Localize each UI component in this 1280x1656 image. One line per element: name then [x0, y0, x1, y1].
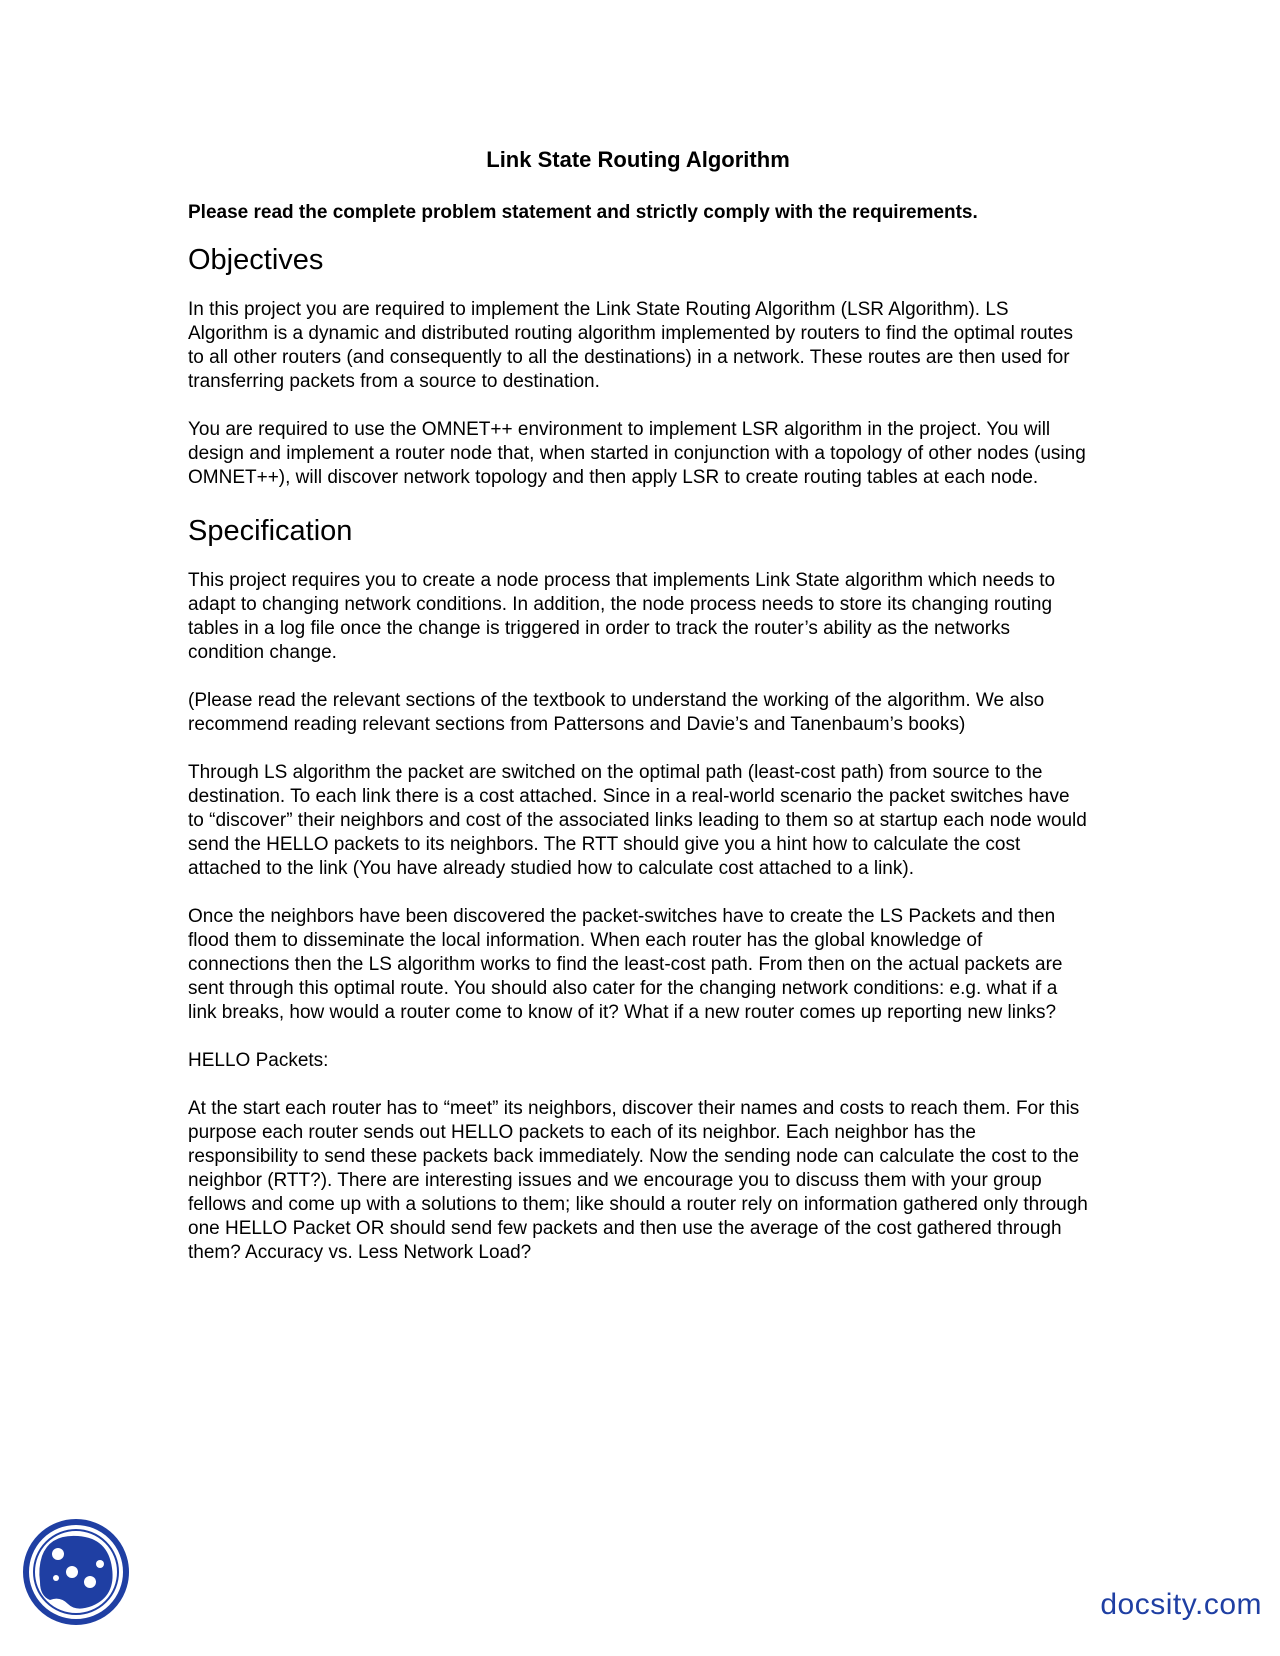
specification-heading: Specification	[188, 515, 353, 548]
objectives-paragraph-1: In this project you are required to implement the Link State Routing Algorithm (LSR Algorithm). LS Algorithm is a dynamic and distributed routing algorithm implemented by routers to find the optimal routes to all other routers (and consequently to all the destinations) in a network. These routes are then used for transferring packets from a source to destination.	[188, 299, 1073, 393]
objectives-heading: Objectives	[188, 244, 324, 277]
document-instruction: Please read the complete problem statement and strictly comply with the requirements.	[188, 201, 978, 223]
specification-paragraph-4: Once the neighbors have been discovered the packet-switches have to create the LS Packets and then flood them to disseminate the local information. When each router has the global knowledge of connections then the LS algorithm works to find the least-cost path. From then on the actual packets are sent through this optimal route. You should also cater for the changing network conditions: e.g. what if a link breaks, how would a router come to know of it? What if a new router comes up reporting new links?	[188, 905, 1063, 1023]
objectives-paragraph-2: You are required to use the OMNET++ environment to implement LSR algorithm in the project. You will design and implement a router node that, when started in conjunction with a topology of other nodes (using OMNET++), will discover network topology and then apply LSR to create routing tables at each node.	[188, 419, 1086, 489]
specification-paragraph-3: Through LS algorithm the packet are switched on the optimal path (least-cost path) from source to the destination. To each link there is a cost attached. Since in a real-world scenario the packet switches have to “discover” their neighbors and cost of the associated links leading to them so at startup each node would send the HELLO packets to its neighbors. The RTT should give you a hint how to calculate the cost attached to the link (You have already studied how to calculate cost attached to a link).	[188, 761, 1087, 879]
docsity-brand-text[interactable]: docsity.com	[1100, 1588, 1262, 1621]
specification-paragraph-5: At the start each router has to “meet” its neighbors, discover their names and costs to reach them. For this purpose each router sends out HELLO packets to each of its neighbor. Each neighbor has the responsibility to send these packets back immediately. Now the sending node can calculate the cost to the neighbor (RTT?). There are interesting issues and we encourage you to discuss them with your group fellows and come up with a solutions to them; like should a router rely on information gathered only through one HELLO Packet OR should send few packets and then use the average of the cost gathered through them? Accuracy vs. Less Network Load?	[188, 1097, 1088, 1263]
document-title: Link State Routing Algorithm	[486, 147, 790, 172]
specification-paragraph-2: (Please read the relevant sections of the textbook to understand the working of the algorithm. We also recommend reading relevant sections from Pattersons and Davie’s and Tanenbaum’s books)	[188, 689, 1045, 735]
document-page	[188, 146, 1088, 1289]
hello-packets-label: HELLO Packets:	[188, 1049, 329, 1071]
docsity-logo-icon	[20, 1516, 132, 1628]
specification-paragraph-1: This project requires you to create a node process that implements Link State algorithm which needs to adapt to changing network conditions. In addition, the node process needs to store its changing routing tables in a log file once the change is triggered in order to track the router’s ability as the networks condition change.	[188, 569, 1056, 663]
